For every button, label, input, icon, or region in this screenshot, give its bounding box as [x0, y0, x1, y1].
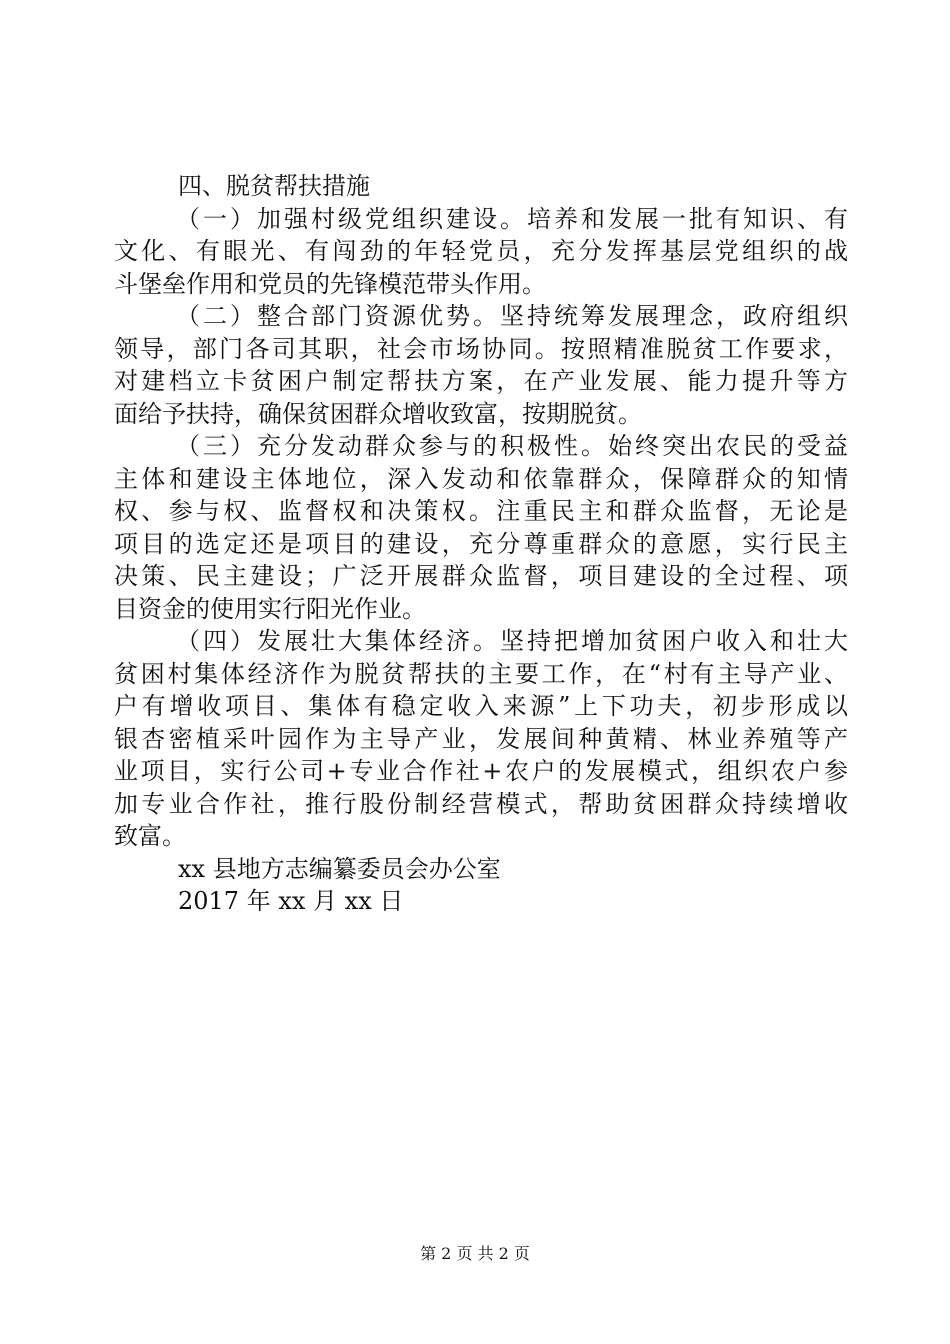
paragraph-3-line: 决策、民主建设；广泛开展群众监督，项目建设的全过程、项 — [114, 562, 848, 590]
paragraph-2-line: 面给予扶持，确保贫困群众增收致富，按期脱贫。 — [114, 399, 642, 428]
paragraph-4-line: 贫困村集体经济作为脱贫帮扶的主要工作，在“村有主导产业、 — [114, 659, 848, 688]
signature-organization: xx 县地方志编纂委员会办公室 — [178, 854, 501, 883]
paragraph-4-line: 致富。 — [114, 822, 186, 850]
paragraph-2-line: 领导，部门各司其职，社会市场协同。按照精准脱贫工作要求， — [114, 334, 848, 363]
paragraph-1-line: 斗堡垒作用和党员的先锋模范带头作用。 — [114, 269, 546, 298]
paragraph-1-line: （一）加强村级党组织建设。培养和发展一批有知识、有 — [176, 204, 848, 233]
document-body — [114, 170, 848, 918]
paragraph-3-line: 权、参与权、监督权和决策权。注重民主和群众监督，无论是 — [114, 497, 848, 525]
paragraph-4-line: 银杏密植采叶园作为主导产业，发展间种黄精、林业养殖等产 — [114, 724, 848, 753]
paragraph-2-line: （二）整合部门资源优势。坚持统筹发展理念，政府组织 — [176, 302, 848, 330]
paragraph-1-line: 文化、有眼光、有闯劲的年轻党员，充分发挥基层党组织的战 — [114, 237, 848, 265]
paragraph-3-line: 项目的选定还是项目的建设，充分尊重群众的意愿，实行民主 — [114, 529, 848, 558]
paragraph-3-line: 主体和建设主体地位，深入发动和依靠群众，保障群众的知情 — [114, 464, 848, 493]
paragraph-4-line: 户有增收项目、集体有稳定收入来源”上下功夫，初步形成以 — [114, 692, 848, 720]
section-heading: 四、脱贫帮扶措施 — [178, 172, 370, 200]
paragraph-4-line: 加专业合作社，推行股份制经营模式，帮助贫困群众持续增收 — [114, 789, 848, 818]
paragraph-2-line: 对建档立卡贫困户制定帮扶方案，在产业发展、能力提升等方 — [114, 367, 848, 395]
signature-date: 2017 年 xx 月 xx 日 — [178, 887, 404, 915]
page-footer: 第 2 页 共 2 页 — [420, 1244, 530, 1263]
paragraph-4-line: （四）发展壮大集体经济。坚持把增加贫困户收入和壮大 — [176, 627, 848, 655]
paragraph-4-line: 业项目，实行公司+专业合作社+农户的发展模式，组织农户参 — [114, 757, 848, 785]
paragraph-3-line: （三）充分发动群众参与的积极性。始终突出农民的受益 — [176, 432, 848, 460]
paragraph-3-line: 目资金的使用实行阳光作业。 — [114, 594, 426, 623]
